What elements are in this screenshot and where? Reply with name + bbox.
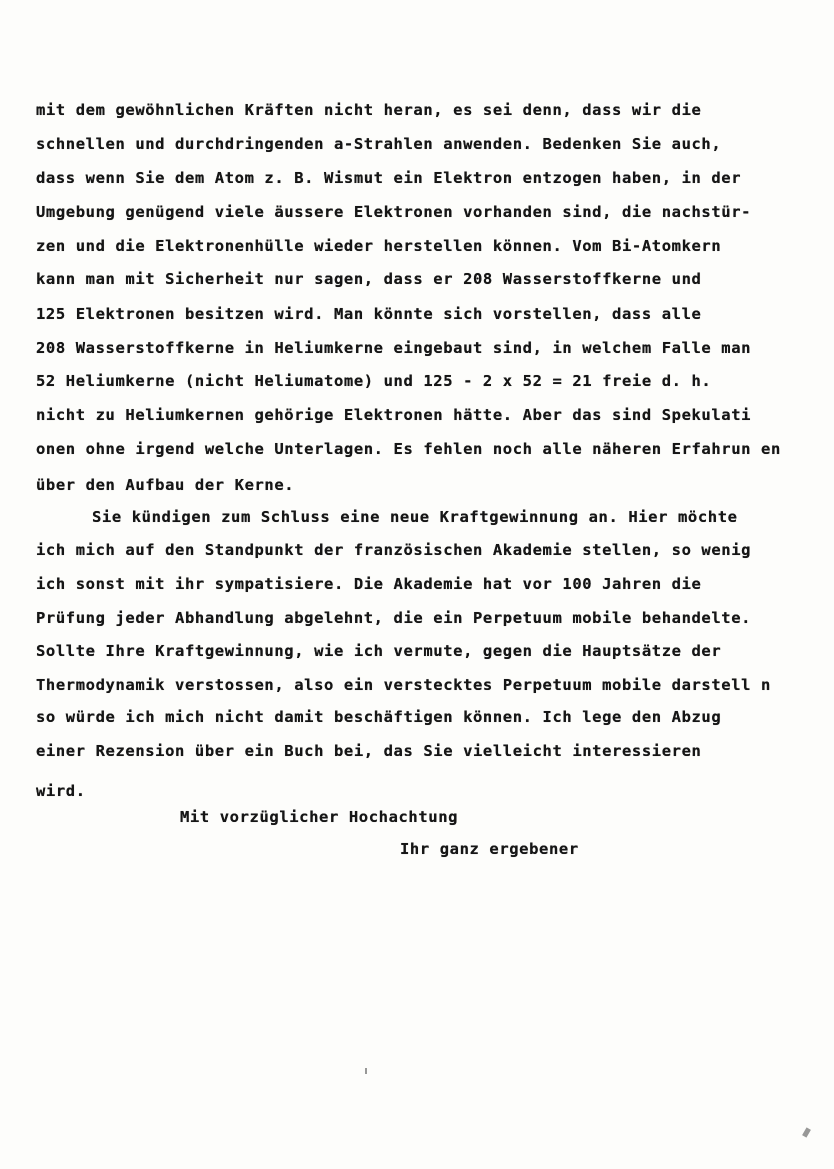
letter-line: 125 Elektronen besitzen wird. Man könnte sich vorstellen, dass alle	[36, 305, 702, 323]
letter-line: Sollte Ihre Kraftgewinnung, wie ich vermute, gegen die Hauptsätze der	[36, 642, 722, 660]
letter-line: kann man mit Sicherheit nur sagen, dass er 208 Wasserstoffkerne und	[36, 270, 702, 288]
letter-line: so würde ich mich nicht damit beschäftigen können. Ich lege den Abzug	[36, 708, 722, 726]
letter-line: onen ohne irgend welche Unterlagen. Es fehlen noch alle näheren Erfahrun en	[36, 440, 781, 458]
scan-speck	[802, 1127, 811, 1137]
letter-line: Umgebung genügend viele äussere Elektronen vorhanden sind, die nachstür-	[36, 203, 752, 221]
letter-line: Prüfung jeder Abhandlung abgelehnt, die ein Perpetuum mobile behandelte.	[36, 609, 752, 627]
scan-speck	[365, 1068, 367, 1074]
letter-signoff: Ihr ganz ergebener	[400, 840, 579, 858]
letter-line: 208 Wasserstoffkerne in Heliumkerne eingebaut sind, in welchem Falle man	[36, 339, 752, 357]
letter-line: zen und die Elektronenhülle wieder herstellen können. Vom Bi-Atomkern	[36, 237, 722, 255]
letter-line: ich mich auf den Standpunkt der französischen Akademie stellen, so wenig	[36, 541, 752, 559]
letter-closing: Mit vorzüglicher Hochachtung	[180, 808, 459, 826]
letter-line: ich sonst mit ihr sympatisiere. Die Akademie hat vor 100 Jahren die	[36, 575, 702, 593]
letter-line: 52 Heliumkerne (nicht Heliumatome) und 125 - 2 x 52 = 21 freie d. h.	[36, 372, 712, 390]
letter-line: schnellen und durchdringenden a-Strahlen anwenden. Bedenken Sie auch,	[36, 135, 722, 153]
letter-line: wird.	[36, 782, 86, 800]
letter-line: nicht zu Heliumkernen gehörige Elektronen hätte. Aber das sind Spekulati	[36, 406, 752, 424]
letter-line: Sie kündigen zum Schluss eine neue Kraftgewinnung an. Hier möchte	[92, 508, 738, 526]
letter-line: dass wenn Sie dem Atom z. B. Wismut ein Elektron entzogen haben, in der	[36, 169, 742, 187]
letter-line: über den Aufbau der Kerne.	[36, 476, 295, 494]
letter-line: einer Rezension über ein Buch bei, das Sie vielleicht interessieren	[36, 742, 702, 760]
letter-line: Thermodynamik verstossen, also ein verstecktes Perpetuum mobile darstell n	[36, 676, 771, 694]
letter-line: mit dem gewöhnlichen Kräften nicht heran, es sei denn, dass wir die	[36, 101, 702, 119]
